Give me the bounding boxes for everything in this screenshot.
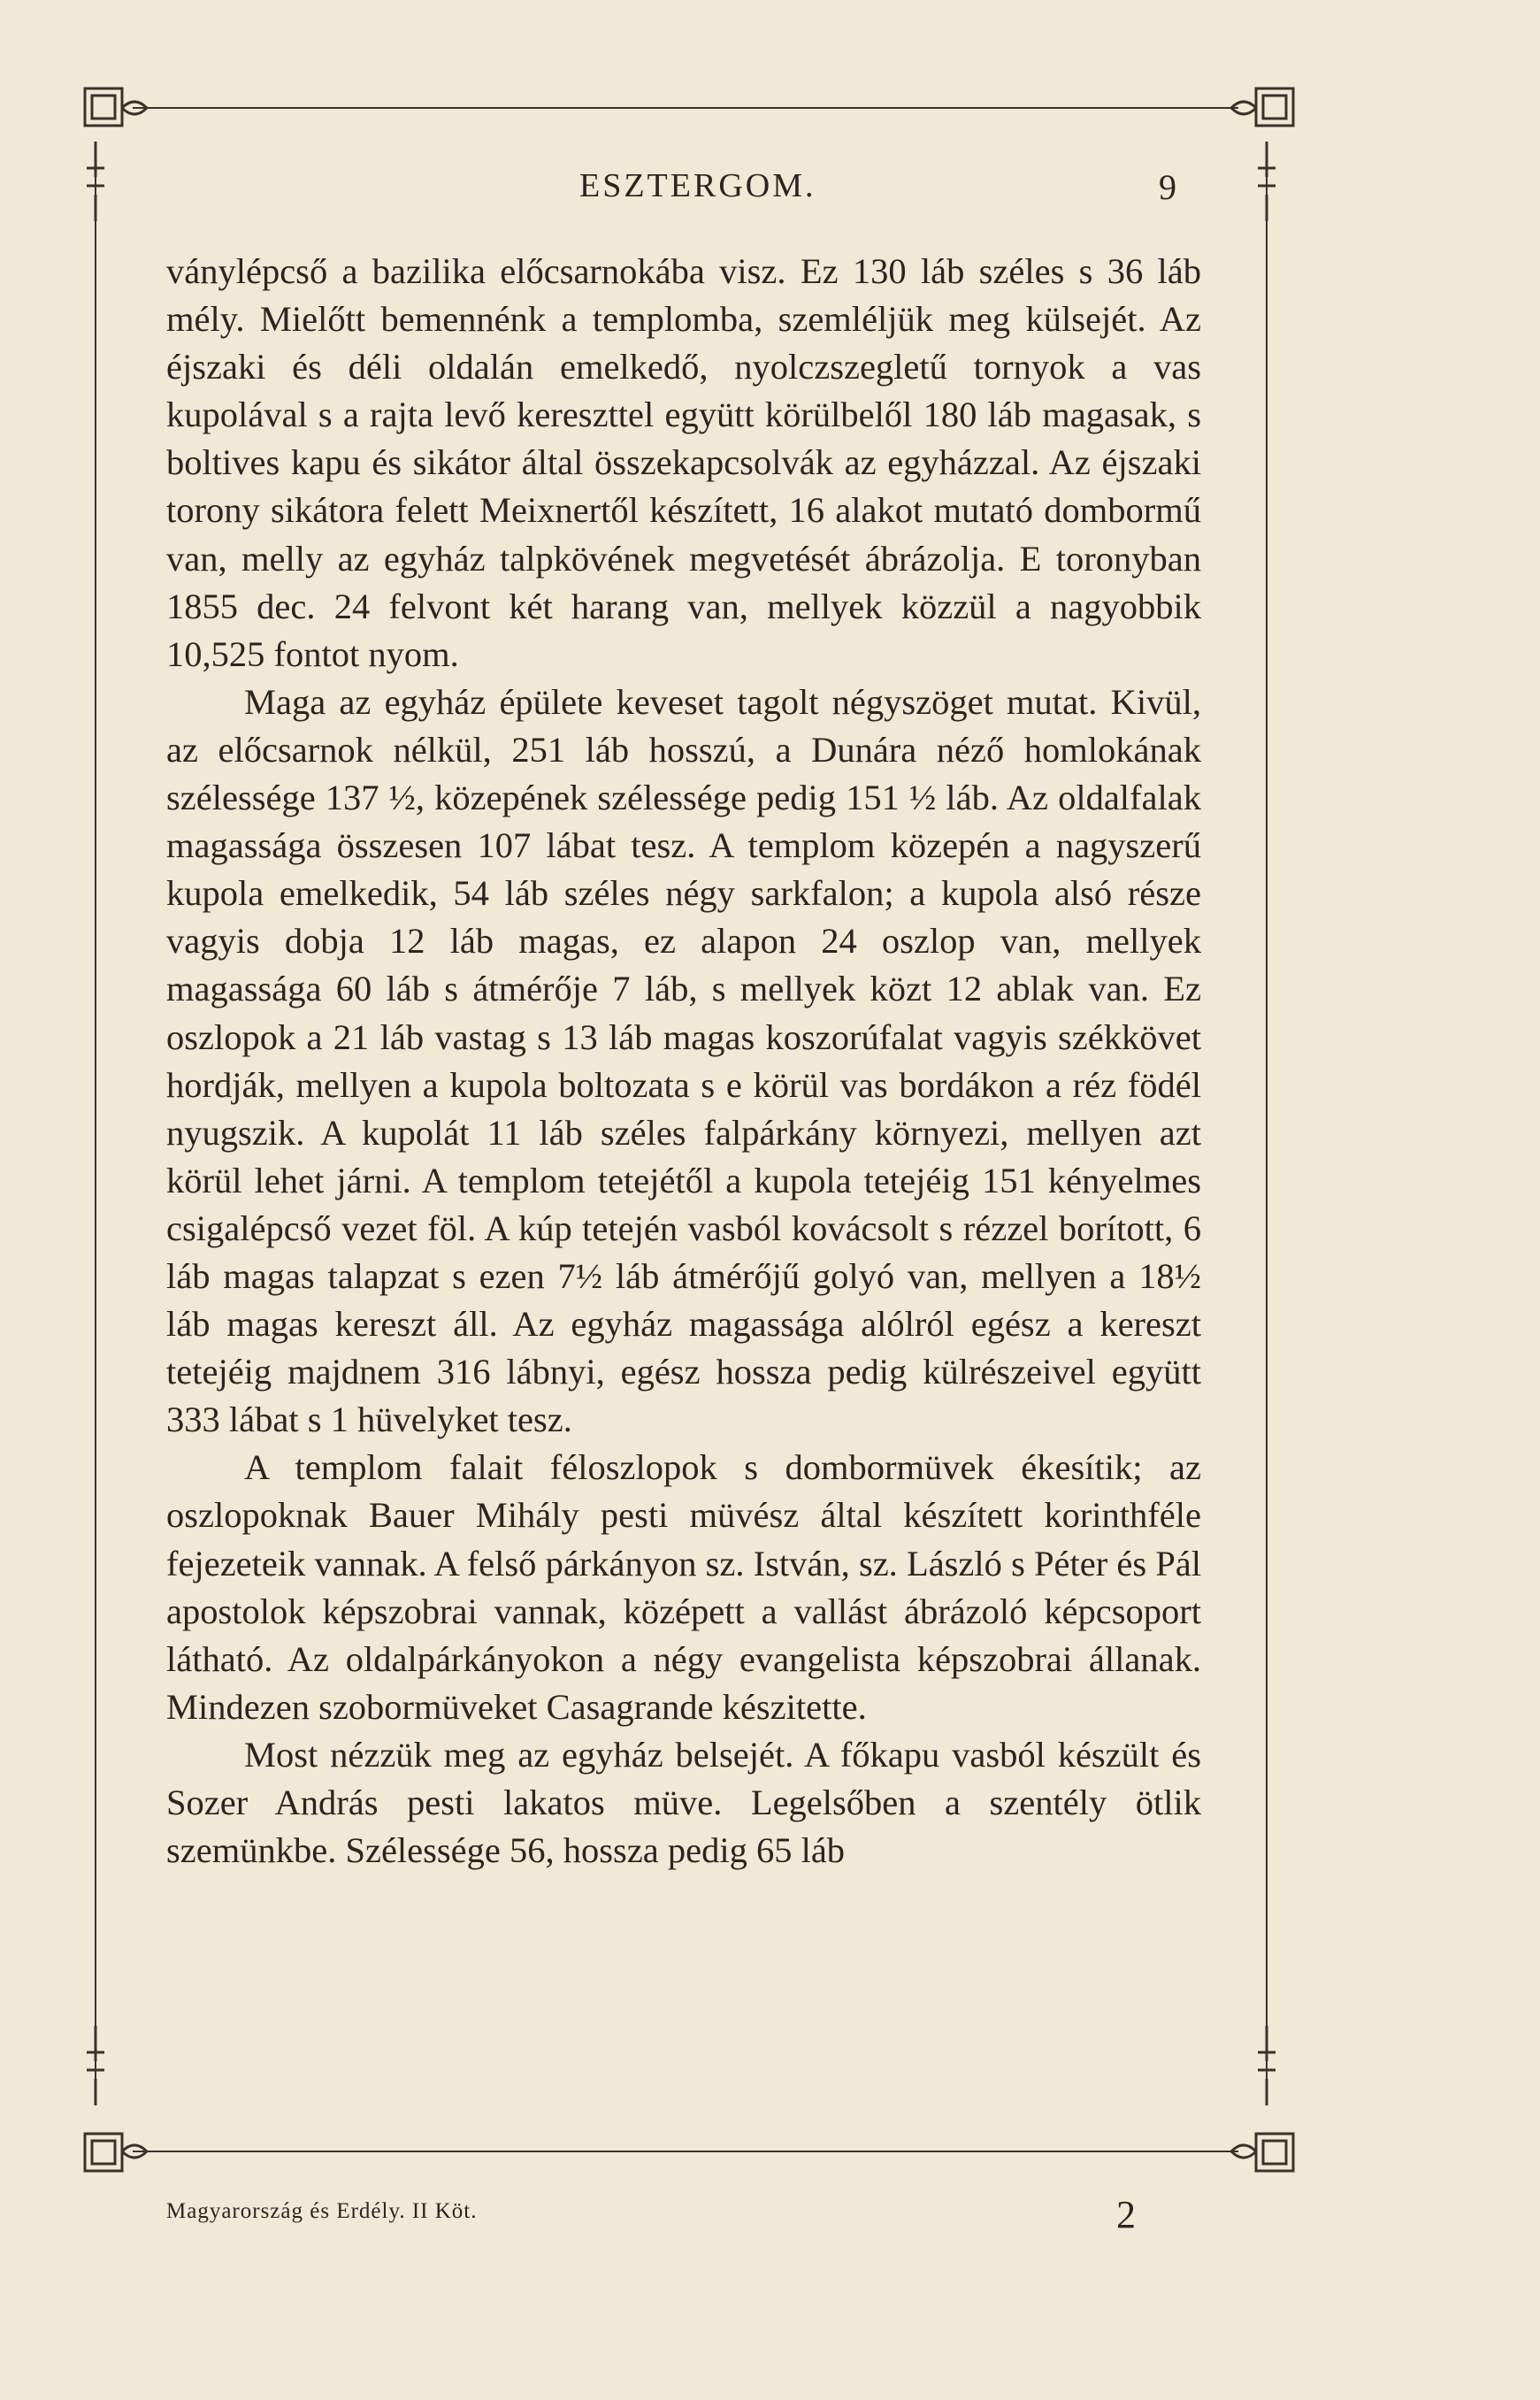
paragraph: Most nézzük meg az egyház belsejét. A főkapu vasból készült és Sozer András pesti lakatos müve. Legelsőben a szentély ötlik szemünkbe. Szélessége 56, hossza pedig 65 láb — [166, 1734, 1201, 1871]
page-header — [0, 166, 1540, 219]
printer-signature: Magyarország és Erdély. II Köt. — [166, 2199, 478, 2223]
paragraph: ványlépcső a bazilika előcsarnokába visz. Ez 130 láb széles s 36 láb mély. Mielőtt bemennénk a templomba, szemléljük meg külsejét. Az éjszaki és déli oldalán emelkedő, nyolczszegletű tornyok a vas kupolával s a rajta levő kereszttel együtt körülbelől 180 láb magasak, s boltives kapu és sikátor által összekapcsolvák az egyházzal. Az éjszaki torony sikátora felett Meixnertől készített, 16 alakot mutató dombormű van, melly az egyház talpkövének megvetését ábrázolja. E toronyban 1855 dec. 24 felvont két harang van, mellyek közzül a nagyobbik 10,525 fontot nyom. — [166, 251, 1201, 674]
body-text — [166, 248, 1201, 1875]
page-footer — [0, 2192, 1540, 2245]
paragraph: Maga az egyház épülete keveset tagolt négyszöget mutat. Kivül, az előcsarnok nélkül, 251 láb hosszú, a Dunára néző homlokának szélessége 137 ½, közepének szélessége pedig 151 ½ láb. Az oldalfalak magassága összesen 107 lábat tesz. A templom közepén a nagyszerű kupola emelkedik, 54 láb széles négy sarkfalon; a kupola alsó része vagyis dobja 12 láb magas, ez alapon 24 oszlop van, mellyek magassága 60 láb s átmérője 7 láb, s mellyek közt 12 ablak van. Ez oszlopok a 21 láb vastag s 13 láb magas koszorúfalat vagyis székkövet hordják, mellyen a kupola boltozata s e körül vas bordákon a réz födél nyugszik. A kupolát 11 láb széles falpárkány környezi, mellyen azt körül lehet járni. A templom tetejétől a kupola tetejéig 151 kényelmes csigalépcső vezet föl. A kúp tetején vasból kovácsolt s rézzel borított, 6 láb magas talapzat s ezen 7½ láb átmérőjű golyó van, mellyen a 18½ láb magas kereszt áll. Az egyház magassága alólról egész a kereszt tetejéig majdnem 316 lábnyi, egész hossza pedig külrészeivel együtt 333 lábat s 1 hüvelyket tesz. — [166, 681, 1201, 1440]
page-number: 9 — [1159, 167, 1176, 207]
sheet-number: 2 — [1116, 2193, 1136, 2236]
paragraph: A templom falait féloszlopok s dombormüvek ékesítik; az oszlopoknak Bauer Mihály pesti müvész által készített korinthféle fejezeteik vannak. A felső párkányon sz. István, sz. László s Péter és Pál apostolok képszobrai vannak, középett a vallást ábrázoló képcsoport látható. Az oldalpárkányokon a négy evangelista képszobrai állanak. Mindezen szobormüveket Casagrande készitette. — [166, 1447, 1201, 1727]
running-head: ESZTERGOM. — [579, 167, 816, 204]
